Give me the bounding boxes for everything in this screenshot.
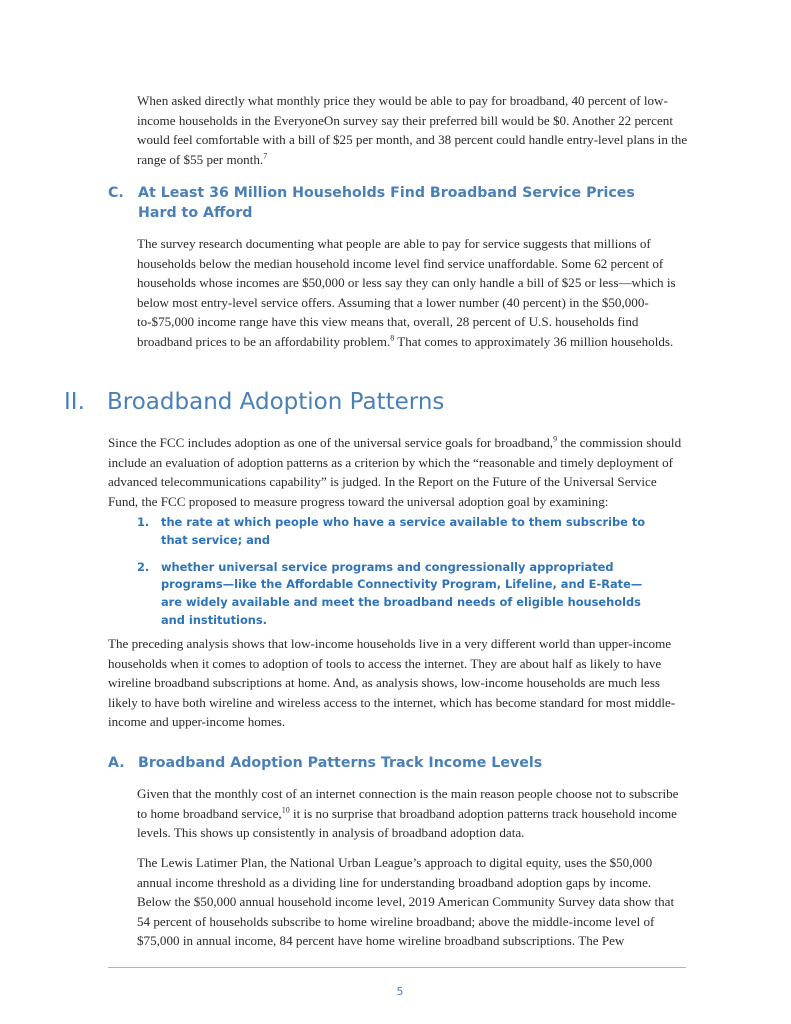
section-a-heading — [108, 753, 668, 775]
section-a-paragraph-2 — [137, 853, 685, 951]
page-number: 5 — [396, 985, 404, 998]
section-a-title: Broadband Adoption Patterns Track Income Levels — [138, 755, 543, 771]
footnote-ref: 10 — [281, 805, 290, 815]
section-ii-number: II. — [64, 389, 85, 415]
footnote-ref: 7 — [263, 151, 268, 161]
section-a-p1-before: Given that the monthly cost of an internet connection is the main reason people choose not to subscribe to home broadband service, — [137, 786, 679, 821]
section-ii-paragraph-1 — [108, 433, 688, 511]
section-a-p1-after: it is no surprise that broadband adoption patterns track household income levels. This shows up consistently in analysis of broadband adoption data. — [137, 805, 677, 841]
section-ii-p1-before: Since the FCC includes adoption as one of the universal service goals for broadband, — [108, 435, 554, 450]
footnote-ref: 8 — [390, 333, 395, 343]
adoption-criteria-list — [137, 514, 657, 630]
section-c-paragraph — [137, 234, 685, 352]
footer-divider — [108, 967, 686, 968]
section-c-title: At Least 36 Million Households Find Broadband Service Prices Hard to Afford — [138, 185, 635, 221]
list-marker: 2. — [137, 559, 150, 574]
section-ii-paragraph-2 — [108, 634, 688, 732]
section-a-p2-text: The Lewis Latimer Plan, the National Urban League’s approach to digital equity, uses the $50,000 annual income threshold as a dividing line for understanding broadband adoption gaps by income. Below the $50,000 annual household income level, 2019 American Community Survey data show that 54 percent of households subscribe to home wireline broadband; above the middle-income level of $75,000 in annual income, 84 percent have home wireline broadband subscriptions. The Pew — [137, 855, 675, 949]
intro-paragraph — [137, 91, 689, 169]
section-c-heading — [108, 183, 668, 225]
list-item-text: the rate at which people who have a service available to them subscribe to that service; and — [161, 515, 646, 547]
section-a-paragraph-1 — [137, 784, 685, 843]
list-item-text: whether universal service programs and congressionally appropriated programs—like the Affordable Connectivity Program, Lifeline, and E-Rate—are widely available and meet the broadband needs of eligible households and institutions. — [161, 559, 643, 627]
list-item — [137, 514, 657, 550]
section-ii-p1-after: the commission should include an evaluation of adoption patterns as a criterion by which the “reasonable and timely deployment of advanced telecommunications capability” is judged. In the Report on the Future of the Universal Service Fund, the FCC proposed to measure progress toward the universal adoption goal by examining: — [108, 435, 682, 509]
footnote-ref: 9 — [553, 434, 558, 444]
list-marker: 1. — [137, 515, 150, 529]
section-ii-p2-text: The preceding analysis shows that low-income households live in a very different world than upper-income households when it comes to adoption of tools to access the internet. They are about half as likely to have wireline broadband subscriptions at home. And, as analysis shows, low-income households are much less likely to have both wireline and wireless access to the internet, which has become standard for most middle-income and upper-income homes. — [108, 636, 676, 730]
section-c-text-before: The survey research documenting what people are able to pay for service suggests that millions of households below the median household income level find service unaffordable. Some 62 percent of households whose incomes are $50,000 or less say they can only handle a bill of $25 or less—which is below most entry-level service offers. Assuming that a lower number (40 percent) in the $50,000-to-$75,000 income range have this view means that, overall, 28 percent of U.S. households find broadband prices to be an affordability problem. — [137, 236, 676, 349]
section-ii-title: Broadband Adoption Patterns — [107, 389, 445, 415]
section-a-letter: A. — [108, 755, 125, 771]
list-item — [137, 559, 657, 630]
section-c-text-after: That comes to approximately 36 million households. — [394, 333, 674, 349]
section-c-letter: C. — [108, 185, 124, 201]
intro-text: When asked directly what monthly price they would be able to pay for broadband, 40 percent of low-income households in the EveryoneOn survey say their preferred bill would be $0. Another 22 percent would feel comfortable with a bill of $25 per month, and 38 percent could handle entry-level plans in the range of $55 per month. — [137, 93, 688, 167]
